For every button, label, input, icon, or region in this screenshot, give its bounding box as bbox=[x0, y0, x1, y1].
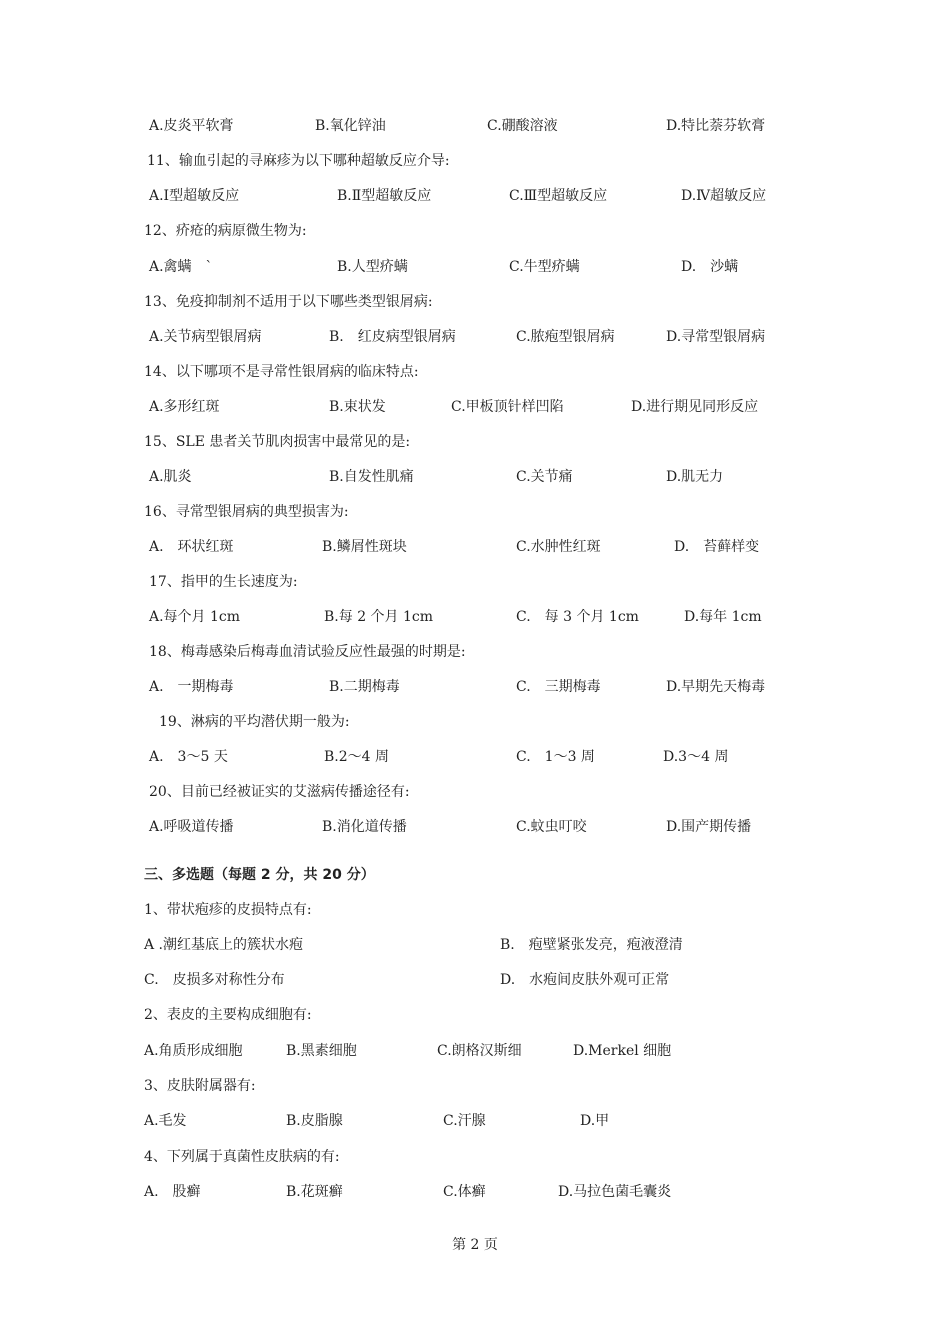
q16-option-a: A. 环状红斑 bbox=[149, 539, 234, 555]
m4-stem: 4、下列属于真菌性皮肤病的有: bbox=[144, 1149, 340, 1165]
q20-option-b: B.消化道传播 bbox=[322, 819, 407, 835]
q18-option-b: B.二期梅毒 bbox=[329, 679, 400, 695]
q16-option-c: C.水肿性红斑 bbox=[516, 539, 601, 555]
q14-option-b: B.束状发 bbox=[329, 399, 386, 415]
q16-stem: 16、寻常型银屑病的典型损害为: bbox=[144, 504, 349, 520]
q14-option-a: A.多形红斑 bbox=[149, 399, 220, 415]
q10-option-d: D.特比萘芬软膏 bbox=[666, 118, 766, 134]
q16-option-d: D. 苔藓样变 bbox=[674, 539, 760, 555]
q11-stem: 11、输血引起的寻麻疹为以下哪种超敏反应介导: bbox=[147, 153, 450, 169]
q14-option-d: D.进行期见同形反应 bbox=[631, 399, 759, 415]
m4-option-b: B.花斑癣 bbox=[286, 1184, 343, 1200]
q10-option-b: B.氧化锌油 bbox=[315, 118, 386, 134]
q13-option-a: A.关节病型银屑病 bbox=[149, 329, 262, 345]
q17-stem: 17、指甲的生长速度为: bbox=[149, 574, 298, 590]
q19-option-a: A. 3～5 天 bbox=[149, 749, 228, 765]
m2-stem: 2、表皮的主要构成细胞有: bbox=[144, 1007, 312, 1023]
q19-option-c: C. 1～3 周 bbox=[516, 749, 595, 765]
q18-stem: 18、梅毒感染后梅毒血清试验反应性最强的时期是: bbox=[149, 644, 466, 660]
m3-option-c: C.汗腺 bbox=[443, 1113, 486, 1129]
q11-option-c: C.Ⅲ型超敏反应 bbox=[509, 188, 608, 204]
q18-option-d: D.早期先天梅毒 bbox=[666, 679, 766, 695]
m1-option-a: A .潮红基底上的簇状水疱 bbox=[144, 937, 304, 953]
q19-option-b: B.2～4 周 bbox=[324, 749, 390, 765]
m1-stem: 1、带状疱疹的皮损特点有: bbox=[144, 902, 312, 918]
m4-option-c: C.体癣 bbox=[443, 1184, 486, 1200]
m1-option-c: C. 皮损多对称性分布 bbox=[144, 972, 285, 988]
q19-stem: 19、淋病的平均潜伏期一般为: bbox=[159, 714, 350, 730]
q18-option-c: C. 三期梅毒 bbox=[516, 679, 601, 695]
q12-option-b: B.人型疥螨 bbox=[337, 259, 408, 275]
q12-option-d: D. 沙螨 bbox=[681, 259, 739, 275]
m3-option-d: D.甲 bbox=[580, 1113, 610, 1129]
q20-option-a: A.呼吸道传播 bbox=[149, 819, 234, 835]
q14-stem: 14、以下哪项不是寻常性银屑病的临床特点: bbox=[144, 364, 419, 380]
m2-option-a: A.角质形成细胞 bbox=[144, 1043, 243, 1059]
q20-stem: 20、目前已经被证实的艾滋病传播途径有: bbox=[149, 784, 410, 800]
q10-option-c: C.硼酸溶液 bbox=[487, 118, 558, 134]
q10-option-a: A.皮炎平软膏 bbox=[149, 118, 234, 134]
q18-option-a: A. 一期梅毒 bbox=[149, 679, 234, 695]
q14-option-c: C.甲板顶针样凹陷 bbox=[451, 399, 564, 415]
q17-option-c: C. 每 3 个月 1cm bbox=[516, 609, 639, 625]
m1-option-b: B. 疱壁紧张发亮，疱液澄清 bbox=[500, 937, 683, 953]
m2-option-d: D.Merkel 细胞 bbox=[573, 1043, 672, 1059]
q13-option-d: D.寻常型银屑病 bbox=[666, 329, 766, 345]
q15-option-c: C.关节痛 bbox=[516, 469, 573, 485]
q15-option-a: A.肌炎 bbox=[149, 469, 192, 485]
m1-option-d: D. 水疱间皮肤外观可正常 bbox=[500, 972, 670, 988]
m3-option-a: A.毛发 bbox=[144, 1113, 187, 1129]
page-number: 第 2 页 bbox=[452, 1237, 498, 1253]
q20-option-d: D.围产期传播 bbox=[666, 819, 752, 835]
q15-option-d: D.肌无力 bbox=[666, 469, 724, 485]
q20-option-c: C.蚊虫叮咬 bbox=[516, 819, 587, 835]
q17-option-d: D.每年 1cm bbox=[684, 609, 762, 625]
q15-stem: 15、SLE 患者关节肌肉损害中最常见的是: bbox=[144, 434, 411, 450]
m3-stem: 3、皮肤附属器有: bbox=[144, 1078, 256, 1094]
m3-option-b: B.皮脂腺 bbox=[286, 1113, 343, 1129]
m2-option-c: C.朗格汉斯细 bbox=[437, 1043, 522, 1059]
q17-option-a: A.每个月 1cm bbox=[149, 609, 241, 625]
q12-stem: 12、疥疮的病原微生物为: bbox=[144, 223, 307, 239]
q11-option-d: D.Ⅳ超敏反应 bbox=[681, 188, 767, 204]
q11-option-a: A.Ⅰ型超敏反应 bbox=[149, 188, 240, 204]
q19-option-d: D.3～4 周 bbox=[663, 749, 729, 765]
q15-option-b: B.自发性肌痛 bbox=[329, 469, 414, 485]
section-heading-multiple-choice: 三、多选题（每题 2 分，共 20 分） bbox=[144, 867, 375, 883]
q16-option-b: B.鳞屑性斑块 bbox=[322, 539, 407, 555]
q13-option-c: C.脓疱型银屑病 bbox=[516, 329, 615, 345]
q13-option-b: B. 红皮病型银屑病 bbox=[329, 329, 456, 345]
q13-stem: 13、免疫抑制剂不适用于以下哪些类型银屑病: bbox=[144, 294, 433, 310]
m4-option-a: A. 股癣 bbox=[144, 1184, 201, 1200]
m4-option-d: D.马拉色菌毛囊炎 bbox=[558, 1184, 672, 1200]
m2-option-b: B.黑素细胞 bbox=[286, 1043, 357, 1059]
q12-option-a: A.禽螨 ` bbox=[149, 259, 213, 275]
q17-option-b: B.每 2 个月 1cm bbox=[324, 609, 434, 625]
q12-option-c: C.牛型疥螨 bbox=[509, 259, 580, 275]
q11-option-b: B.Ⅱ型超敏反应 bbox=[337, 188, 432, 204]
